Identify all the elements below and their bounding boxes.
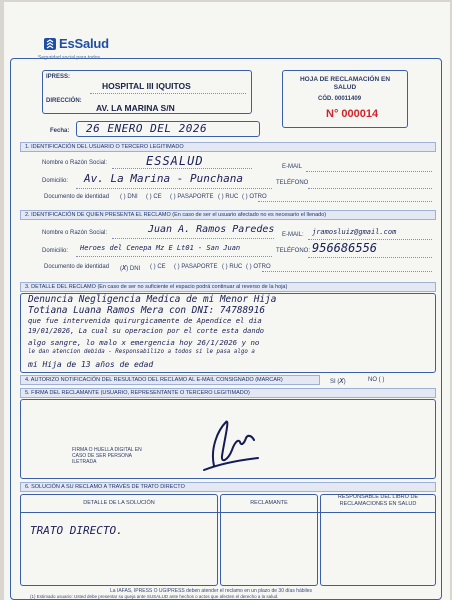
ipress-label: IPRESS: bbox=[46, 74, 71, 80]
section3-title: 3. DETALLE DEL RECLAMO (En caso de ser no suficiente el espacio podrá continuar al reverso de la hoja) bbox=[20, 282, 436, 292]
solucion-column bbox=[20, 494, 218, 586]
detalle-line-1: Denuncia Negligencia Medica de mi Menor Hija bbox=[28, 294, 277, 305]
s1-doc-ruc: ( ) RUC bbox=[218, 194, 239, 200]
fecha-label: Fecha: bbox=[50, 128, 70, 134]
s1-nombre-line bbox=[112, 168, 252, 169]
detalle-line-5: algo sangre, lo malo x emergencia hoy 26/1/2026 y no bbox=[28, 338, 260, 347]
s1-email-line bbox=[306, 171, 432, 172]
s4-si-mark: X bbox=[339, 377, 344, 385]
s2-doc-line bbox=[262, 271, 432, 272]
s2-nombre-value: Juan A. Ramos Paredes bbox=[148, 224, 275, 235]
detalle-line-2: Totiana Luana Ramos Mera con DNI: 74788916 bbox=[28, 305, 266, 316]
s2-doc-ruc: ( ) RUC bbox=[222, 264, 243, 270]
s1-nombre-label: Nombre o Razón Social: bbox=[42, 160, 108, 166]
s1-doc-pasaporte: ( ) PASAPORTE bbox=[170, 194, 214, 200]
s1-email-label: E-MAIL bbox=[282, 164, 303, 170]
s2-telefono-label: TELÉFONO: bbox=[276, 248, 311, 254]
footer-line-2: (1) Estimado usuario: Usted debe presentar su queja ante SUSALUD ante hechos o actos que afecten el derecho a la salud. bbox=[30, 594, 279, 599]
s2-doc-ce: ( ) CE bbox=[150, 264, 166, 270]
s1-domicilio-line bbox=[76, 188, 272, 189]
s1-doc-line bbox=[258, 201, 432, 202]
huella-label: FIRMA O HUELLA DIGITAL EN CASO DE SER PERSONA ILETRADA bbox=[72, 447, 142, 465]
s2-domicilio-line bbox=[76, 256, 272, 257]
ipress-underline bbox=[90, 93, 246, 94]
s6-col3-header: RESPONSABLE DEL LIBRO DE RECLAMACIONES EN SALUD bbox=[337, 494, 419, 507]
hoja-title: HOJA DE RECLAMACIÓN EN SALUD bbox=[299, 76, 391, 91]
section1-title: 1. IDENTIFICACIÓN DEL USUARIO O TERCERO LEGITIMADO bbox=[20, 142, 436, 152]
s2-email-value: jramosluiz@gmail.com bbox=[312, 228, 397, 236]
s2-domicilio-label: Domicilio: bbox=[42, 248, 69, 254]
cod-label: CÓD. 00011409 bbox=[318, 96, 362, 102]
s6-header-divider bbox=[20, 512, 436, 513]
s4-si-option: SI (X) bbox=[330, 377, 346, 385]
s1-domicilio-label: Domicilio: bbox=[42, 178, 69, 184]
detalle-line-4: 19/01/2026, La cual su operacion por el corte esta dando bbox=[28, 327, 265, 335]
s2-email-line bbox=[308, 239, 432, 240]
s1-nombre-value: ESSALUD bbox=[146, 154, 204, 168]
s2-nombre-label: Nombre o Razón Social: bbox=[42, 230, 108, 236]
detalle-line-3: que fue intervenida quirurgicamente de Apendice el dia bbox=[28, 316, 262, 325]
s1-telefono-label: TELÉFONO bbox=[276, 180, 309, 186]
solucion-value: TRATO DIRECTO. bbox=[30, 524, 123, 537]
section6-title: 6. SOLUCIÓN A SU RECLAMO A TRAVÉS DE TRATO DIRECTO bbox=[20, 482, 436, 492]
s1-domicilio-value: Av. La Marina - Punchana bbox=[84, 172, 243, 185]
logo-tagline: Seguridad social para todos bbox=[38, 55, 100, 61]
s2-doc-otro: ( ) OTRO bbox=[246, 264, 271, 270]
logo-text: EsSalud bbox=[59, 36, 109, 51]
s1-doc-ce: ( ) CE bbox=[146, 194, 162, 200]
reclamante-column bbox=[220, 494, 318, 586]
essalud-logo bbox=[44, 37, 114, 51]
s1-doc-dni: ( ) DNI bbox=[120, 194, 138, 200]
number-value: N° 000014 bbox=[326, 108, 379, 120]
section4-title: 4. AUTORIZO NOTIFICACIÓN DEL RESULTADO DEL RECLAMO AL E-MAIL CONSIGNADO (MARCAR) bbox=[20, 375, 320, 385]
s2-doc-dni: (X) DNI bbox=[120, 264, 141, 272]
essalud-logo-icon bbox=[44, 38, 56, 50]
s2-email-label: E-MAIL: bbox=[282, 232, 304, 238]
s1-documento-label: Documento de identidad bbox=[44, 194, 110, 200]
s6-col2-header: RECLAMANTE bbox=[250, 500, 288, 506]
s2-doc-pasaporte: ( ) PASAPORTE bbox=[174, 264, 218, 270]
s1-doc-otro: ( ) OTRO bbox=[242, 194, 267, 200]
ipress-value: HOSPITAL III IQUITOS bbox=[102, 81, 191, 91]
s6-col1-header: DETALLE DE LA SOLUCIÓN bbox=[83, 500, 155, 506]
s2-telefono-line bbox=[308, 257, 432, 258]
s1-telefono-line bbox=[308, 188, 432, 189]
footer-line-1: La IAFAS, IPRESS O UGIPRESS deben atender el reclamo en un plazo de 30 días hábiles bbox=[110, 588, 313, 594]
s2-nombre-line bbox=[112, 238, 274, 239]
s2-documento-label: Documento de identidad bbox=[44, 264, 110, 270]
detalle-line-6: le dan atencion debida - Responsabilizo a todos si le pasa algo a bbox=[28, 349, 255, 355]
section5-title: 5. FIRMA DEL RECLAMANTE (USUARIO, REPRESENTANTE O TERCERO LEGITIMADO) bbox=[20, 388, 436, 398]
signature-mark bbox=[196, 408, 276, 476]
s2-doc-dni-mark: X bbox=[122, 264, 127, 272]
section2-title: 2. IDENTIFICACIÓN DE QUIEN PRESENTA EL RECLAMO (En caso de ser el usuario afectado no es necesario el llenado) bbox=[20, 210, 436, 220]
direccion-value: AV. LA MARINA S/N bbox=[96, 103, 175, 113]
direccion-label: DIRECCIÓN: bbox=[46, 98, 82, 104]
detalle-line-7: mi Hija de 13 años de edad bbox=[28, 360, 154, 369]
s4-no-option: NO ( ) bbox=[368, 377, 385, 383]
fecha-value: 26 ENERO DEL 2026 bbox=[86, 122, 208, 135]
s2-telefono-value: 956686556 bbox=[312, 241, 378, 255]
s2-domicilio-value: Heroes del Cenepa Mz E Lt01 - San Juan bbox=[80, 244, 241, 252]
